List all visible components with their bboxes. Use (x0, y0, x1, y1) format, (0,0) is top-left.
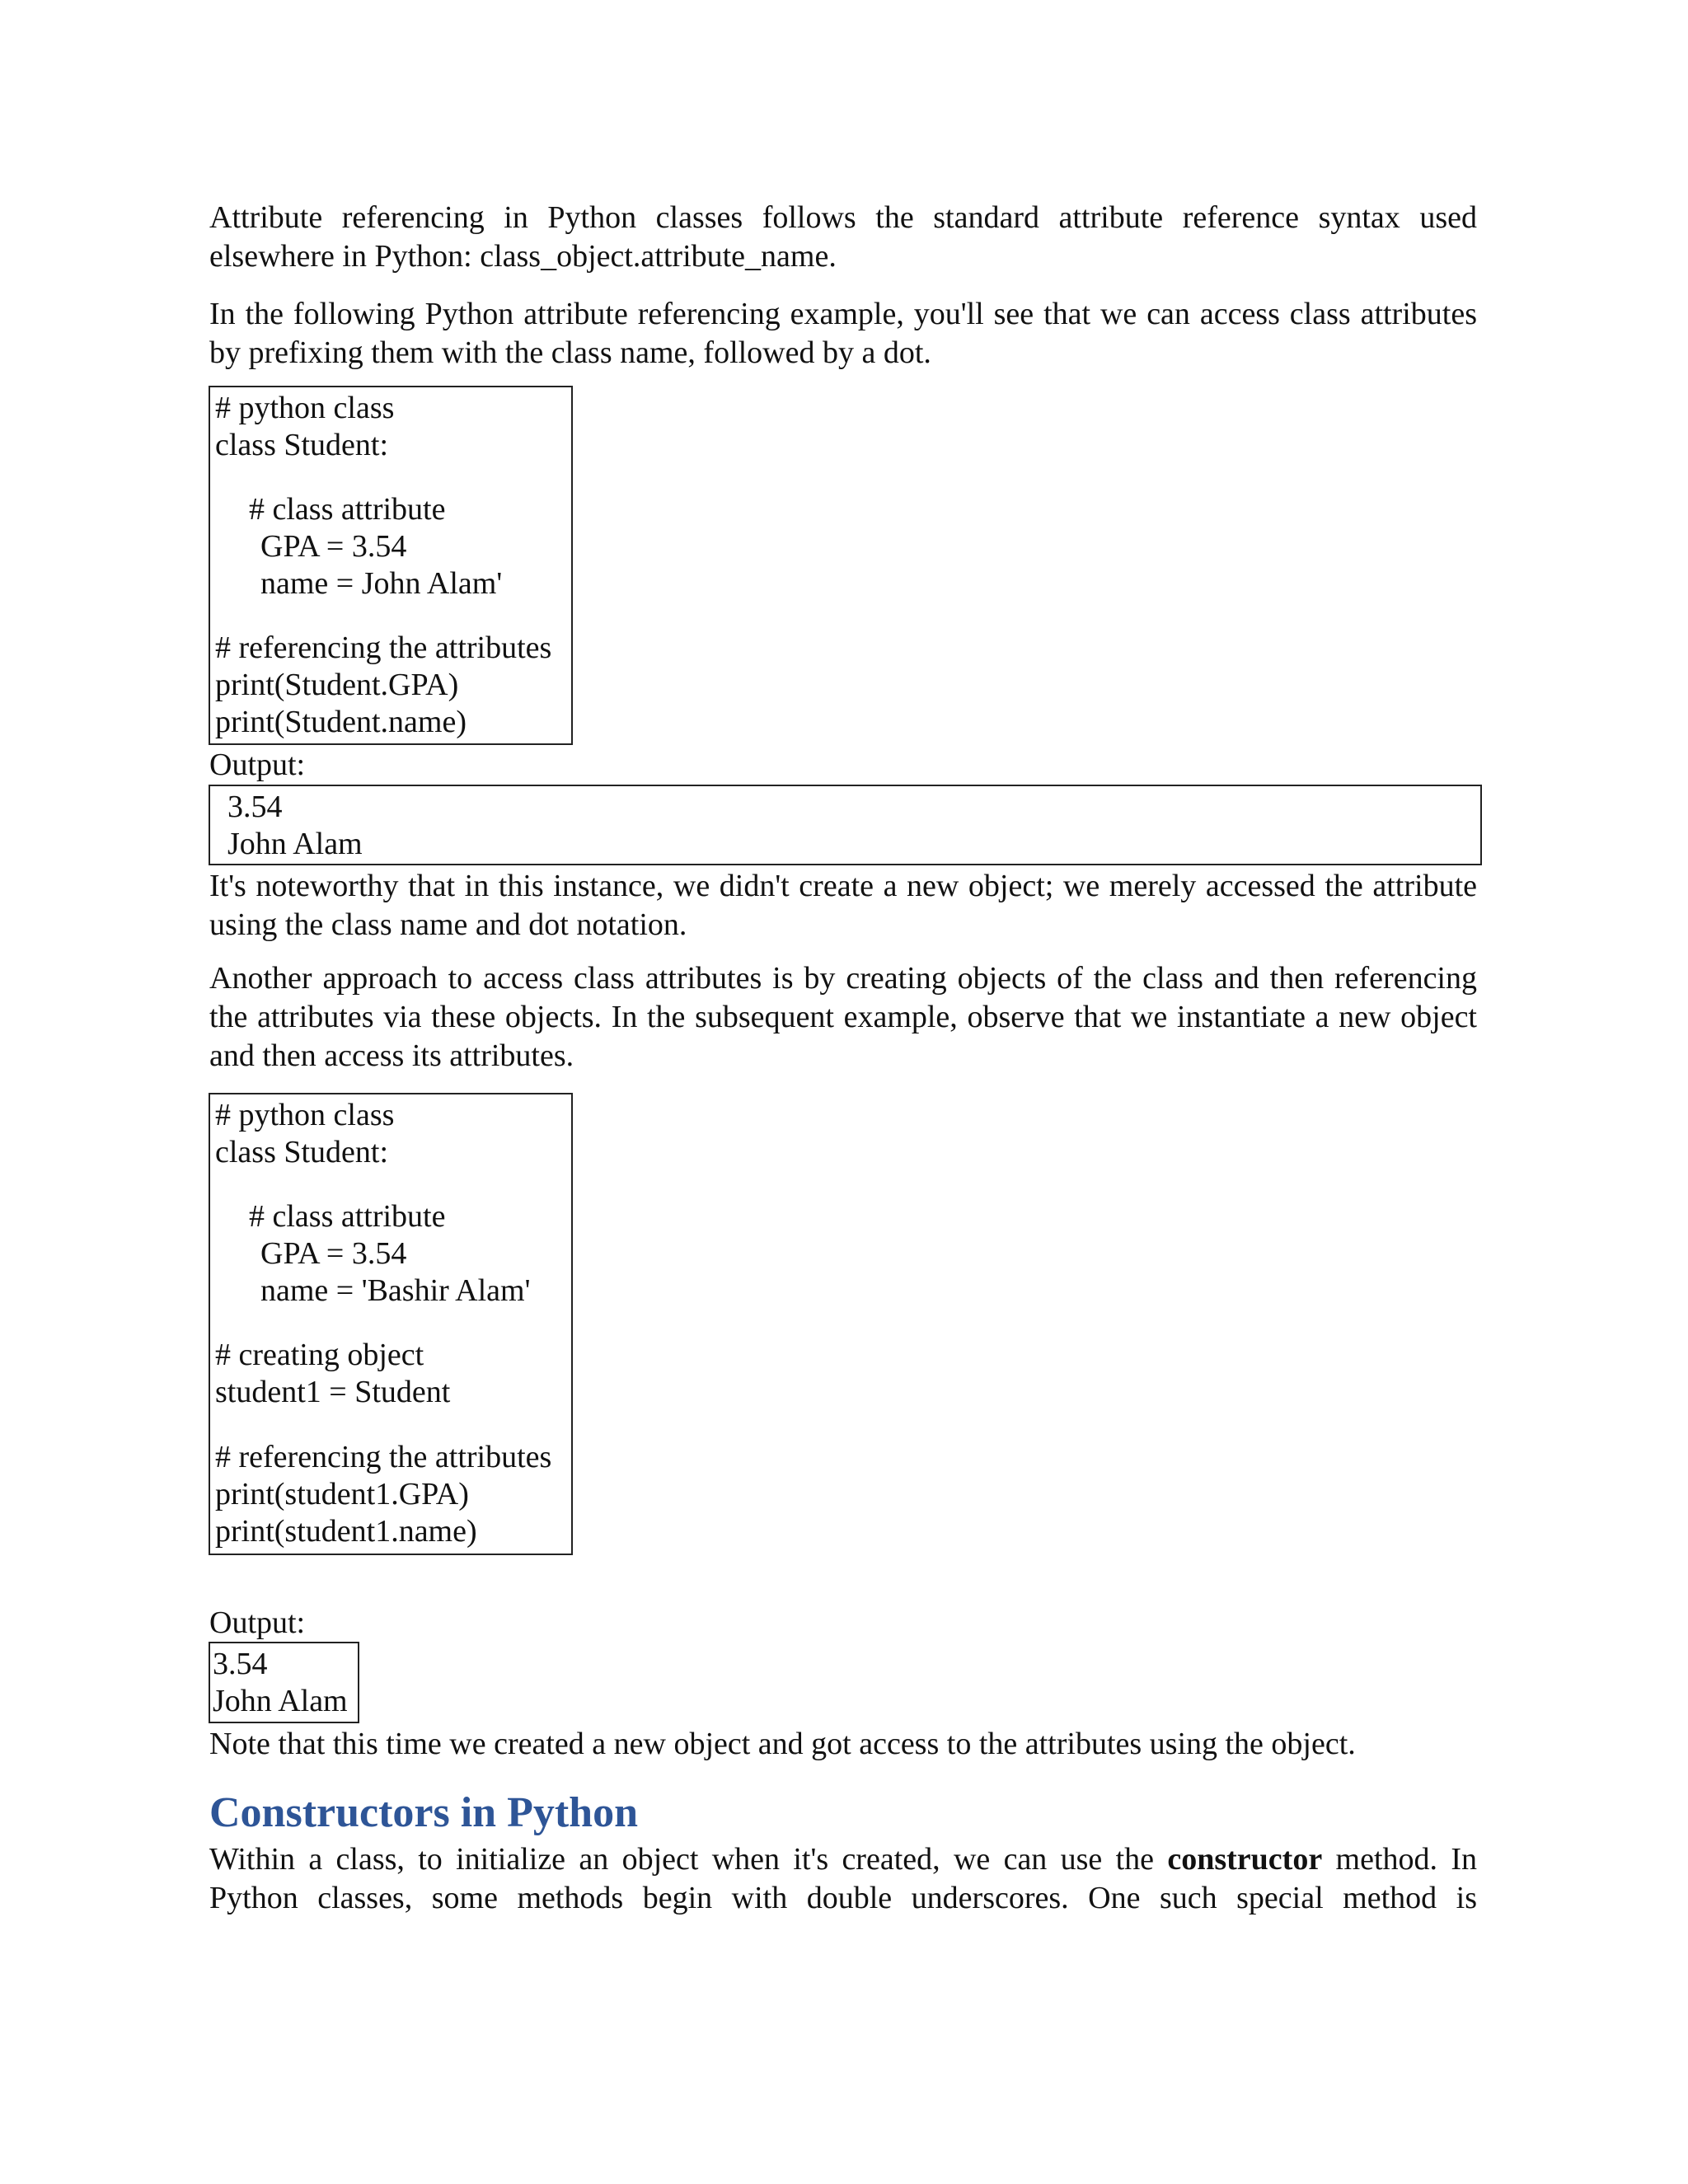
paragraph-no-object-note: It's noteworthy that in this instance, we didn't create a new object; we merely accessed the attribute using the class name and dot notation. (209, 869, 1477, 942)
output-line: 3.54 (213, 1647, 268, 1681)
constructor-text-after: method. In Python classes, some methods begin with double underscores. One such special method is (209, 1842, 1477, 1915)
code-block-object-reference (209, 1093, 573, 1555)
paragraph-object-note: Note that this time we created a new object and got access to the attributes using the object. (209, 1727, 1356, 1761)
code-line: name = 'Bashir Alam' (260, 1273, 531, 1308)
constructor-term: constructor (1167, 1842, 1323, 1877)
code-line: # creating object (215, 1338, 424, 1372)
code-line: # referencing the attributes (215, 630, 552, 665)
code-line: name = John Alam' (260, 566, 503, 601)
code-line: class Student: (215, 428, 389, 462)
paragraph-referencing-intro: In the following Python attribute referencing example, you'll see that we can access class attributes by prefixing them with the class name, followed by a dot. (209, 297, 1477, 370)
code-line: student1 = Student (215, 1375, 451, 1409)
paragraph-constructor-intro (209, 1840, 1477, 1918)
code-line: print(Student.GPA) (215, 668, 459, 702)
code-line: # class attribute (249, 1199, 446, 1234)
output-block-class-reference (209, 785, 1482, 865)
code-line: class Student: (215, 1135, 389, 1169)
output-label: Output: (209, 748, 306, 782)
paragraph-object-approach: Another approach to access class attributes is by creating objects of the class and then referencing the attributes via these objects. In the subsequent example, observe that we instantiate a new object and then access its attributes. (209, 961, 1477, 1073)
code-line: # referencing the attributes (215, 1440, 552, 1474)
constructor-text-before: Within a class, to initialize an object when it's created, we can use the (209, 1842, 1168, 1877)
section-heading-constructors: Constructors in Python (209, 1789, 639, 1836)
code-line: print(student1.GPA) (215, 1477, 469, 1511)
code-line: # python class (215, 1098, 395, 1132)
output-label: Output: (209, 1605, 306, 1640)
paragraph-attribute-syntax: Attribute referencing in Python classes follows the standard attribute reference syntax used elsewhere in Python: class_object.attribute_name. (209, 200, 1477, 274)
code-line: # python class (215, 391, 395, 425)
code-line: # class attribute (249, 492, 446, 527)
output-block-object-reference (209, 1642, 359, 1723)
output-line: John Alam (213, 1684, 348, 1718)
code-line: print(Student.name) (215, 705, 467, 739)
code-line: GPA = 3.54 (260, 529, 407, 564)
output-line: 3.54 (227, 790, 283, 824)
code-line: print(student1.name) (215, 1514, 477, 1549)
code-block-class-reference (209, 386, 573, 745)
output-line: John Alam (227, 827, 363, 861)
code-line: GPA = 3.54 (260, 1236, 407, 1271)
